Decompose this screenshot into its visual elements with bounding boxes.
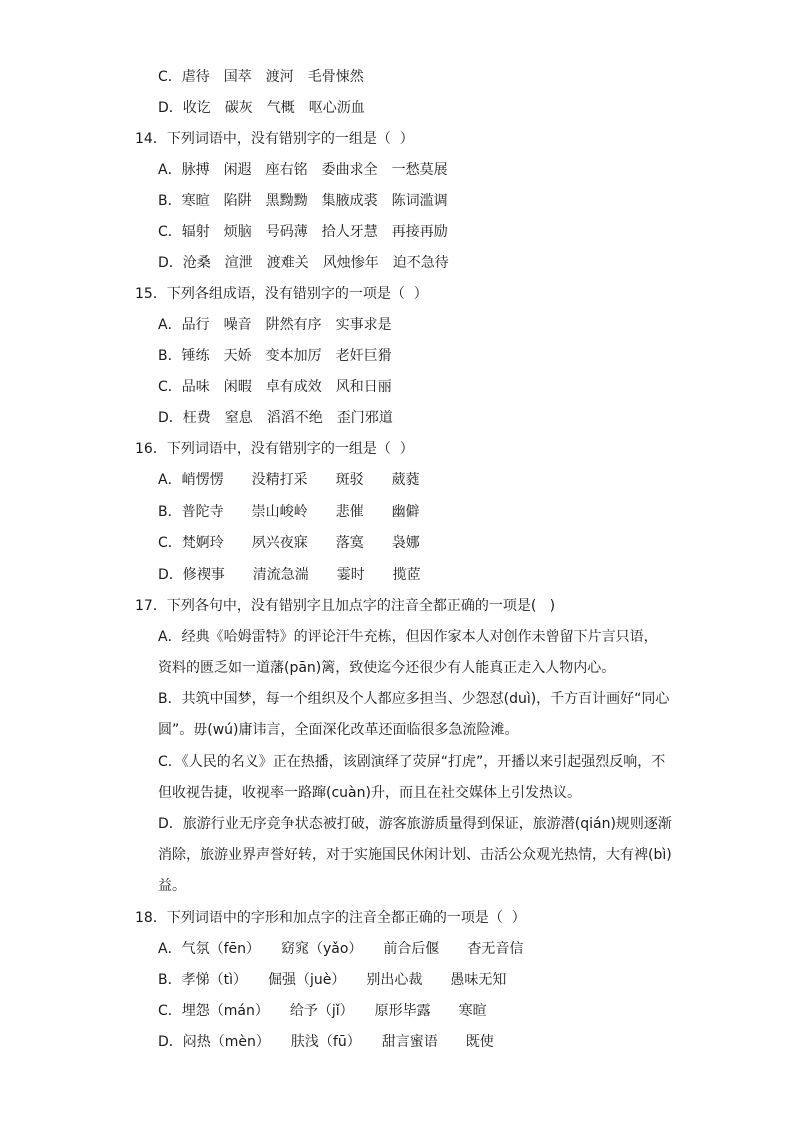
- option-a-15: A．品行 噪音 阱然有序 实事求是: [158, 317, 392, 333]
- option-d-18: D．闷热（mèn） 肤浅（fū） 甜言蜜语 既使: [158, 1034, 494, 1050]
- option-c-13: C．虐待 国萃 渡河 毛骨悚然: [158, 69, 364, 85]
- question-17: 17．下列各句中，没有错别字且加点字的注音全都正确的一项是( ): [135, 598, 556, 614]
- option-d-15: D．枉费 窒息 滔滔不绝 歪门邪道: [158, 410, 393, 426]
- option-d-17-line1: D．旅游行业无序竞争状态被打破，游客旅游质量得到保证，旅游潜(qián)规则逐渐: [158, 816, 672, 832]
- option-d-17-line3: 益。: [158, 878, 186, 894]
- option-a-18: A．气氛（fēn） 窈窕（yǎo） 前合后偃 杳无音信: [158, 941, 524, 957]
- option-a-14: A．脉搏 闲遐 座右铭 委曲求全 一愁莫展: [158, 162, 448, 178]
- option-a-17-line1: A．经典《哈姆雷特》的评论汗牛充栋，但因作家本人对创作未曾留下片言只语，: [158, 629, 658, 645]
- option-c-18: C．埋怨（mán） 给予（jǐ） 原形毕露 寒暄: [158, 1003, 487, 1019]
- question-14: 14．下列词语中，没有错别字的一组是（ ）: [135, 131, 414, 147]
- option-c-17-line2: 但收视告捷，收视率一路蹿(cuàn)升，而且在社交媒体上引发热议。: [158, 785, 581, 801]
- option-d-17-line2: 消除，旅游业界声誉好转，对于实施国民休闲计划、击活公众观光热情，大有裨(bì): [158, 847, 672, 863]
- question-15: 15．下列各组成语，没有错别字的一项是（ ）: [135, 286, 428, 302]
- option-b-16: B．普陀寺 崇山峻岭 悲催 幽僻: [158, 504, 420, 520]
- option-b-15: B．锤练 天娇 变本加厉 老奸巨猾: [158, 348, 392, 364]
- option-a-16: A．峭愣愣 没精打采 斑驳 葳蕤: [158, 472, 420, 488]
- question-16: 16．下列词语中，没有错别字的一组是（ ）: [135, 441, 414, 457]
- option-c-16: C．梵婀玲 夙兴夜寐 落寞 袅娜: [158, 535, 420, 551]
- option-d-14: D．沧桑 渲泄 渡难关 风烛惨年 迫不急待: [158, 255, 449, 271]
- question-18: 18．下列词语中的字形和加点字的注音全都正确的一项是（ ）: [135, 910, 526, 926]
- option-c-14: C．辐射 烦脑 号码薄 拾人牙慧 再接再励: [158, 224, 448, 240]
- option-d-16: D．修禊事 清流急湍 霎时 揽茝: [158, 567, 421, 583]
- option-a-17-line2: 资料的匮乏如一道藩(pān)篱，致使迄今还很少有人能真正走入人物内心。: [158, 660, 616, 676]
- option-c-17-line1: C．《人民的名义》正在热播，该剧演绎了荧屏“打虎”，开播以来引起强烈反响，不: [158, 754, 666, 770]
- option-d-13: D．收讫 碳灰 气概 呕心沥血: [158, 100, 365, 116]
- option-b-17-line2: 圆”。毋(wú)庸讳言，全面深化改革还面临很多急流险滩。: [158, 722, 519, 738]
- option-b-14: B．寒暄 陷阱 黑黝黝 集腋成裘 陈词滥调: [158, 193, 448, 209]
- option-b-17-line1: B．共筑中国梦，每一个组织及个人都应多担当、少怨怼(duì)，千方百计画好“同心: [158, 691, 670, 707]
- option-c-15: C．品味 闲暇 卓有成效 风和日丽: [158, 379, 392, 395]
- option-b-18: B．孝悌（tì） 倔强（juè） 别出心裁 愚味无知: [158, 972, 507, 988]
